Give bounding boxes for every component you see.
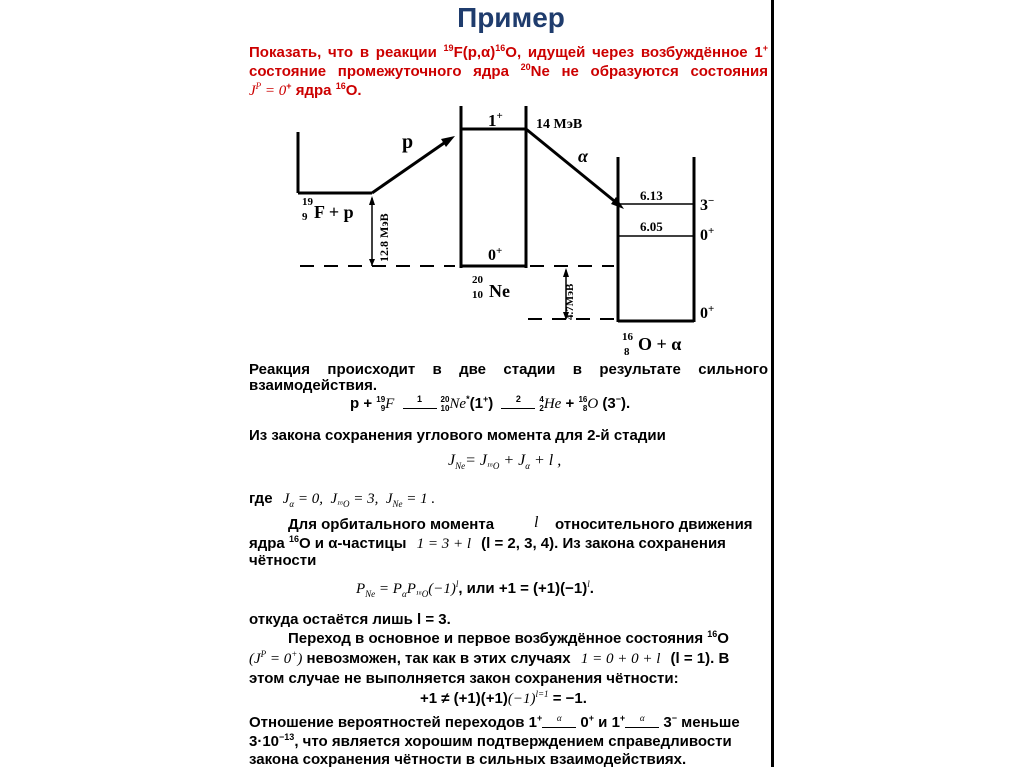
page-title: Пример bbox=[457, 2, 565, 33]
body-para-12: закона сохранения чётности в сильных взаимодействиях. bbox=[249, 751, 687, 768]
task-line-3: $J^P = 0^+$ ядра $^{16}$O. bbox=[249, 81, 362, 99]
p-label: p bbox=[402, 131, 414, 153]
body-para-3b: относительного движения bbox=[555, 516, 753, 533]
body-para-10: Отношение вероятностей переходов 1+ α 0+ и 1+ α 3− меньше bbox=[249, 714, 740, 734]
level-605-label: 6.05 bbox=[640, 219, 663, 234]
angular-momentum-equation: $J_{Ne}= J_{^{16}O} + J_\alpha + l$ , bbox=[448, 452, 562, 472]
parity-equation: $P_{Ne} = P_\alpha P_{^{16}O}(-1)^l$, или $+1 = (+1)(-1)^l$. bbox=[356, 579, 594, 599]
level-1plus-label: 1+ bbox=[488, 110, 503, 130]
f-atomic-number: 9 bbox=[302, 211, 308, 223]
reaction-arrow-1: 1 bbox=[403, 391, 437, 409]
spin-0plus-label-1: 0+ bbox=[700, 225, 715, 244]
o-plus-alpha-label: O + α bbox=[638, 334, 682, 354]
body-para-4: ядра $^{16}$O и α-частицы 1 = 3 + l (l = 2, 3, 4). Из закона сохранения bbox=[249, 534, 726, 552]
o-mass-number: 16 bbox=[622, 331, 633, 343]
body-para-6: откуда остаётся лишь l = 3. bbox=[249, 611, 451, 628]
body-para-9: этом случае не выполняется закон сохранения чётности: bbox=[249, 670, 679, 687]
ne-atomic-number: 10 bbox=[472, 289, 483, 301]
ne-mass-number: 20 bbox=[472, 274, 483, 286]
alpha-arrow-1: α bbox=[542, 710, 576, 728]
reaction-arrow-2: 2 bbox=[501, 391, 535, 409]
body-para-11: $3\cdot 10^{-13}$, что является хорошим подтверждением справедливости bbox=[249, 732, 732, 750]
body-para-5: чётности bbox=[249, 552, 317, 569]
body-para-7: Переход в основное и первое возбуждённое состояния $^{16}$O bbox=[288, 629, 729, 647]
mev-4-7-label: 4.7МэВ bbox=[564, 283, 576, 320]
f-plus-p-label: F + p bbox=[314, 202, 354, 222]
mev-14-label: 14 МэВ bbox=[536, 117, 583, 132]
mev-12-8-label: 12.8 МэВ bbox=[377, 213, 391, 262]
body-para-1b: взаимодействия. bbox=[249, 377, 378, 394]
body-para-2: Из закона сохранения углового момента для 2-й стадии bbox=[249, 427, 666, 444]
task-line-2: состояние промежуточного ядра $^{20}$Ne не образуются состояния bbox=[249, 62, 768, 80]
parity-violation-equation: $+1 \ne (+1)(+1)(-1)^{l=1} = -1$. bbox=[420, 689, 587, 707]
alpha-label: α bbox=[578, 146, 588, 166]
page-border-line bbox=[771, 0, 774, 767]
task-line-1: Показать, что в реакции $^{19}F(p,\alpha)^{16}O$, идущей через возбуждённое 1+ bbox=[249, 43, 768, 61]
body-para-8: $(J^P = 0^+)$ невозможен, так как в этих случаях 1 = 0 + 0 + l (l = 1). В bbox=[249, 649, 730, 667]
f-mass-number: 19 bbox=[302, 196, 313, 208]
alpha-arrow-2: α bbox=[625, 710, 659, 728]
l-symbol: l bbox=[534, 514, 539, 531]
spin-3minus-label: 3− bbox=[700, 195, 715, 214]
spin-0plus-label-2: 0+ bbox=[700, 303, 715, 322]
where-line: где $J_\alpha = 0$, $J_{^{16}O} = 3$, $J_{Ne} = 1$ . bbox=[249, 490, 436, 509]
o-atomic-number: 8 bbox=[624, 346, 630, 358]
body-para-1: Реакция происходит в две стадии в результате сильного bbox=[249, 361, 768, 378]
ne-ground-0plus-label: 0+ bbox=[488, 245, 503, 264]
level-613-label: 6.13 bbox=[640, 188, 663, 203]
body-para-3a: Для орбитального момента bbox=[288, 516, 495, 533]
reaction-equation: p + 19 9F 1 20 10Ne*(1+) 2 4 2He + 16 8O (3−). bbox=[350, 395, 630, 415]
ne-label: Ne bbox=[489, 281, 510, 301]
energy-level-diagram bbox=[0, 0, 771, 360]
